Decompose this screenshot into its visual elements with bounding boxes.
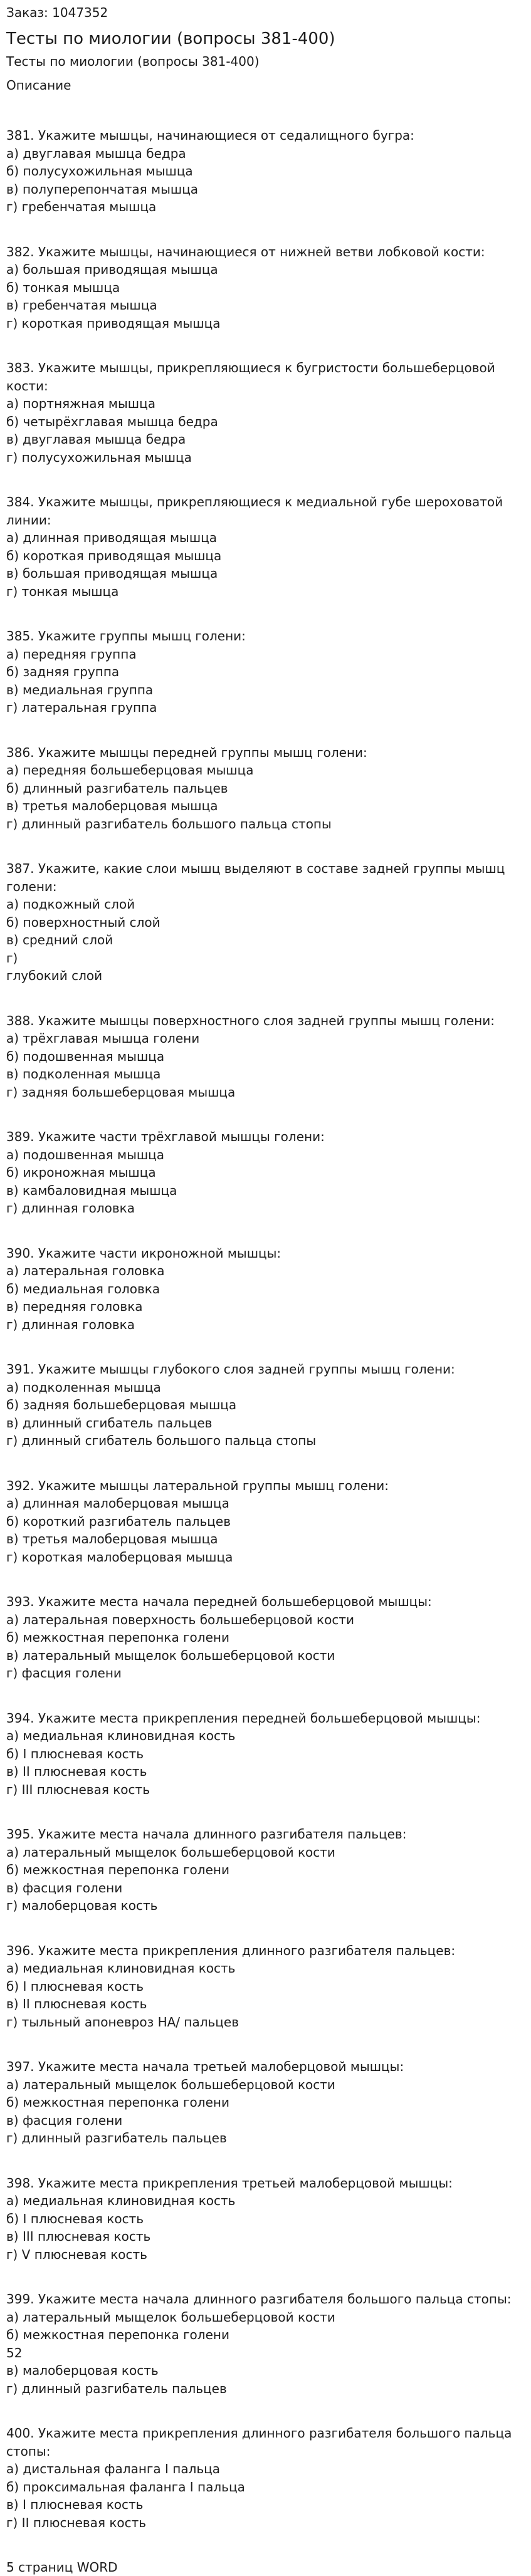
answer-option: г) фасция голени [6,1666,122,1681]
question-block [6,243,525,333]
answer-option: а) подкожный слой [6,897,135,912]
question-text: 398. Укажите места прикрепления третьей малоберцовой мышцы: [6,2175,453,2191]
question-text: 396. Укажите места прикрепления длинного разгибателя пальцев: [6,1942,456,1958]
question-text: 395. Укажите места начала длинного разгибателя пальцев: [6,1827,407,1842]
question-block [6,1593,525,1682]
answer-option: а) большая приводящая мышца [6,262,218,277]
question-text: 390. Укажите части икроножной мышцы: [6,1245,281,1261]
question-block [6,2058,525,2147]
answer-option: в) фасция голени [6,2112,123,2128]
answer-option: в) камбаловидная мышца [6,1182,177,1198]
answer-option: г) задняя большеберцовая мышца [6,1084,236,1100]
answer-option: а) длинная приводящая мышца [6,530,218,545]
answer-option: а) передняя группа [6,646,137,662]
question-text: 384. Укажите мышцы, прикрепляющиеся к медиальной губе шероховатой линии: [6,494,507,528]
question-text: 391. Укажите мышцы глубокого слоя задней группы мышц голени: [6,1362,455,1377]
question-block [6,2174,525,2264]
answer-option: в) полуперепончатая мышца [6,181,199,197]
answer-option: б) межкостная перепонка голени [6,2327,229,2342]
answer-option: б) короткая приводящая мышца [6,548,222,563]
answer-option: а) латеральный мыщелок большеберцовой кости [6,2077,335,2092]
question-block [6,744,525,833]
answer-option: б) поверхностный слой [6,914,160,930]
question-block [6,1825,525,1915]
answer-option: в) фасция голени [6,1880,123,1895]
answer-option: г) длинный сгибатель большого пальца стопы [6,1433,317,1448]
answer-option: б) короткий разгибатель пальцев [6,1513,231,1529]
question-text: 382. Укажите мышцы, начинающиеся от нижней ветви лобковой кости: [6,244,485,259]
answer-option: б) длинный разгибатель пальцев [6,780,228,796]
question-block [6,493,525,600]
answer-option: а) двуглавая мышца бедра [6,145,186,161]
question-block [6,1360,525,1450]
question-block [6,1244,525,1334]
answer-option: в) большая приводящая мышца [6,566,218,581]
answer-option: в) средний слой [6,932,113,947]
question-text: 389. Укажите части трёхглавой мышцы голени: [6,1129,325,1144]
answer-option: г) длинный разгибатель пальцев [6,2130,227,2146]
answer-option: в) двуглавая мышца бедра [6,432,186,447]
question-block [6,1942,525,2031]
answer-option: а) трёхглавая мышца голени [6,1031,200,1046]
answer-option: а) медиальная клиновидная кость [6,2193,236,2208]
answer-option: г) короткая приводящая мышца [6,315,221,331]
answer-option: г) малоберцовая кость [6,1898,158,1913]
answer-option: г) длинный разгибатель пальцев [6,2380,227,2396]
answer-option: г) полусухожильная мышца [6,449,192,465]
answer-option: в) II плюсневая кость [6,1996,147,2011]
answer-option: г) [6,950,18,966]
answer-option: г) длинный разгибатель большого пальца стопы [6,816,332,832]
answer-option: а) передняя большеберцовая мышца [6,763,254,778]
answer-option: б) икроножная мышца [6,1165,156,1180]
answer-option: б) I плюсневая кость [6,1978,144,1994]
page-subtitle: Тесты по миологии (вопросы 381-400) [6,54,260,69]
question-text: 400. Укажите места прикрепления длинного разгибателя большого пальца стопы: [6,2426,516,2459]
answer-option: б) I плюсневая кость [6,2211,144,2226]
question-text: 392. Укажите мышцы латеральной группы мышц голени: [6,1478,389,1493]
answer-option: г) длинная головка [6,1201,135,1216]
answer-option: а) латеральный мыщелок большеберцовой кости [6,1844,335,1860]
question-text: 397. Укажите места начала третьей малоберцовой мышцы: [6,2059,404,2074]
answer-option: в) гребенчатая мышца [6,298,157,313]
question-block [6,860,525,985]
answer-option: г) короткая малоберцовая мышца [6,1549,233,1565]
question-text: 399. Укажите места начала длинного разгибателя большого пальца стопы: [6,2292,512,2307]
question-text: 386. Укажите мышцы передней группы мышц голени: [6,744,367,760]
page-title: Тесты по миологии (вопросы 381-400) [6,29,335,48]
answer-option: в) медиальная группа [6,682,154,697]
answer-option: б) межкостная перепонка голени [6,1630,229,1645]
question-block [6,1709,525,1799]
answer-option: в) третья малоберцовая мышца [6,1531,218,1546]
answer-option: г) II плюсневая кость [6,2515,147,2530]
answer-option: б) межкостная перепонка голени [6,1862,229,1877]
answer-option: б) медиальная головка [6,1281,160,1296]
answer-option: б) тонкая мышца [6,279,120,295]
answer-option: а) латеральная головка [6,1263,165,1278]
answer-option: г) V плюсневая кость [6,2246,147,2262]
description-heading: Описание [6,78,71,93]
question-text: 383. Укажите мышцы, прикрепляющиеся к бугристости большеберцовой кости: [6,360,500,394]
answer-option: а) длинная малоберцовая мышца [6,1496,229,1511]
answer-option: б) межкостная перепонка голени [6,2095,229,2110]
question-block [6,1012,525,1102]
answer-option: а) подошвенная мышца [6,1147,165,1162]
question-block [6,1477,525,1567]
answer-option: б) подошвенная мышца [6,1048,165,1064]
answer-option: глубокий слой [6,968,103,983]
answer-option: а) дистальная фаланга I пальца [6,2461,221,2476]
question-block [6,2290,525,2397]
question-text: 394. Укажите места прикрепления передней большеберцовой мышцы: [6,1710,481,1726]
answer-option: в) II плюсневая кость [6,1764,147,1779]
answer-option: б) проксимальная фаланга I пальца [6,2479,245,2495]
answer-option: а) латеральная поверхность большеберцовой кости [6,1612,354,1627]
answer-option: б) четырёхглавая мышца бедра [6,414,218,429]
answer-option: г) гребенчатая мышца [6,199,157,214]
answer-option: г) латеральная группа [6,700,157,715]
question-block [6,2424,525,2532]
question-text: 385. Укажите группы мышц голени: [6,628,246,644]
answer-option: г) тыльный апоневроз НА/ пальцев [6,2014,239,2030]
question-text: 381. Укажите мышцы, начинающиеся от седалищного бугра: [6,128,414,143]
answer-option: г) длинная головка [6,1317,135,1332]
answer-option: в) III плюсневая кость [6,2229,151,2244]
question-list [6,127,525,2532]
answer-option: а) медиальная клиновидная кость [6,1961,236,1976]
question-block [6,359,525,466]
answer-option: а) подколенная мышца [6,1379,161,1395]
answer-option: в) длинный сгибатель пальцев [6,1415,213,1431]
answer-option: в) I плюсневая кость [6,2497,144,2512]
answer-option: 52 [6,2345,23,2360]
question-text: 393. Укажите места начала передней большеберцовой мышцы: [6,1594,432,1609]
answer-option: г) тонкая мышца [6,583,119,599]
answer-option: а) медиальная клиновидная кость [6,1728,236,1743]
answer-option: в) третья малоберцовая мышца [6,798,218,813]
answer-option: г) III плюсневая кость [6,1781,150,1797]
answer-option: в) малоберцовая кость [6,2363,159,2378]
answer-option: б) задняя большеберцовая мышца [6,1397,237,1412]
answer-option: а) латеральный мыщелок большеберцовой кости [6,2309,335,2325]
answer-option: в) передняя головка [6,1299,143,1314]
answer-option: а) портняжная мышца [6,396,155,411]
answer-option: б) задняя группа [6,664,120,679]
answer-option: в) латеральный мыщелок большеберцовой кости [6,1647,335,1663]
question-block [6,127,525,216]
question-text: 388. Укажите мышцы поверхностного слоя задней группы мышц голени: [6,1013,495,1028]
answer-option: б) I плюсневая кость [6,1746,144,1761]
question-block [6,1128,525,1218]
order-number: Заказ: 1047352 [6,5,108,20]
answer-option: б) полусухожильная мышца [6,164,193,179]
page-count-footer: 5 страниц WORD [6,2560,118,2575]
answer-option: в) подколенная мышца [6,1066,161,1082]
question-block [6,627,525,717]
question-text: 387. Укажите, какие слои мышц выделяют в составе задней группы мышц голени: [6,861,509,894]
